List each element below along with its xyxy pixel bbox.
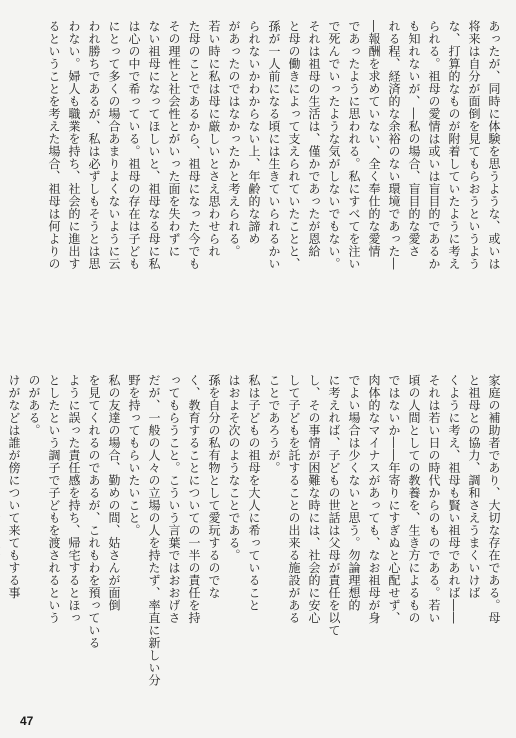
text-column: ってもらうこと。こういう言葉ではおおげさ: [167, 374, 181, 624]
text-column: 将来は自分が面倒を見てもらおうというよう: [467, 20, 481, 270]
text-column: わない。婦人も職業を持ち、社会的に進出す: [67, 20, 81, 270]
text-column: があったのではなかったかと考えられる。: [227, 20, 241, 258]
text-column: にとって多くの場合あまりよくないように云: [107, 20, 121, 270]
upper-text-tier: [22, 20, 504, 342]
text-column: であったように思われる。私にすべてを注い: [347, 20, 361, 270]
text-column: くように考え、祖母も賢い祖母であれば――: [447, 374, 461, 624]
text-column: あったが、同時に体験を思うような、或いは: [487, 20, 501, 270]
text-column: その理性と社会性とがいった面を失わずに: [167, 20, 181, 258]
text-column: ない祖母になってほしいと、祖母なる母に私: [147, 20, 161, 270]
text-column: 孫が一人前になる頃には生きていられるかい: [267, 20, 281, 270]
text-column: し、その事情が困難な時には、社会的に安心: [307, 374, 321, 624]
text-column: と祖母との協力、調和さえうまくいけば: [467, 374, 481, 599]
text-column: ことであろうが。: [267, 374, 281, 474]
text-column: を見てくれるのであるが、これもわを預っている: [87, 374, 101, 649]
text-column: 野を持ってもらいたいこと。: [127, 374, 141, 537]
text-column: ように誤った責任感を持ち、帰宅するとほっ: [67, 374, 81, 624]
text-column: ではないか――年寄りにすぎぬと心配せず、: [387, 374, 401, 624]
page-number: 47: [20, 714, 34, 728]
text-column: ―報酬を求めていない、全く奉仕的な愛情: [367, 20, 381, 258]
text-column: のがある。: [27, 374, 41, 437]
text-column: だが、一般の人々の立場の人を持たず、率直に新しい分: [147, 374, 161, 687]
text-column: それは若い日の時代からのものである。若い: [427, 374, 441, 624]
text-column: な、打算的なものが附着していたように考え: [447, 20, 461, 270]
text-column: 肉体的なマイナスがあっても、なお祖母が身: [367, 374, 381, 624]
text-column: に考えれば、子どもの世話は父母が責任を以て: [327, 374, 341, 637]
text-column: れる程、経済的な余裕のない環境であった―: [387, 20, 401, 270]
text-column: た母のことであるから、祖母になった今でも: [187, 20, 201, 270]
text-column: 若い時に私は母に厳しいとさえ思わせられ: [207, 20, 221, 258]
text-column: 私の友達の場合、勤めの間、姑さんが面倒: [107, 374, 121, 612]
text-column: は心の中で希っている。祖母の存在は子ども: [127, 20, 141, 270]
lower-text-tier: [7, 374, 504, 696]
text-column: 家庭の補助者であり、大切な存在である。母: [487, 374, 501, 624]
text-column: 頃の人間としての教養を、生き方によるもの: [407, 374, 421, 624]
text-column: で死んでいったような気がしないでもない。: [327, 20, 341, 270]
text-column: く、教育することについての一半の責任を持: [187, 374, 201, 624]
text-column: 私は子どもの祖母を大人に希っていること: [247, 374, 261, 612]
text-column: るということを考えた場合、祖母は何よりの: [47, 20, 61, 270]
text-column: 孫を自分の私有物として愛玩するのでな: [207, 374, 221, 599]
text-column: としたという調子で子どもを渡されるという: [47, 374, 61, 624]
text-column: と母の働きによって支えられていたことと、: [287, 20, 301, 270]
text-column: でよい場合は少くないと思う。勿論理想的: [347, 374, 361, 612]
text-column: も知れないが、―私の場合、盲目的な愛さ: [407, 20, 421, 258]
text-column: それは祖母の生活は、僅かであったが恩給: [307, 20, 321, 258]
text-column: して子どもを託することの出来る施設がある: [287, 374, 301, 624]
text-column: われ勝ちであるが、私は必ずしもそうとは思: [87, 20, 101, 270]
text-column: られないかわからない上、年齢的な諦め: [247, 20, 261, 245]
text-column: られる。祖母の愛情は或いは盲目的であるか: [427, 20, 441, 270]
text-column: けがなどは誰が傍について来てもする事: [7, 374, 21, 599]
text-column: はおよそ次のようなことである。: [227, 374, 241, 562]
text-column: [0, 374, 4, 696]
